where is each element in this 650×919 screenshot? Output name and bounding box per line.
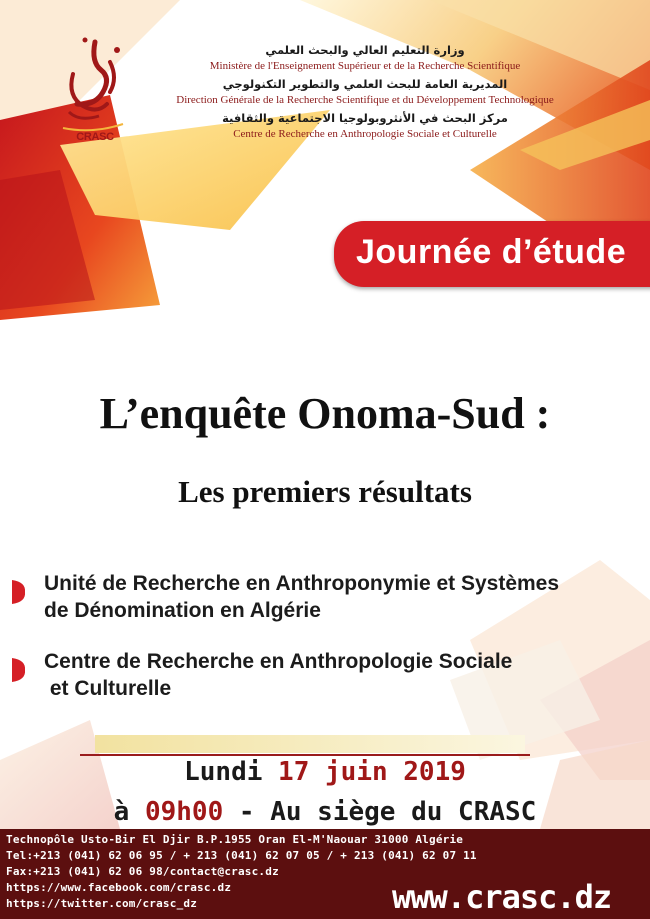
organizer-line: Unité de Recherche en Anthroponymie et Systèmes — [44, 572, 560, 595]
event-day: Lundi — [184, 757, 263, 787]
logo-caption: CRASC — [76, 131, 114, 143]
footer-facebook-link[interactable]: https://www.facebook.com/crasc.dz — [6, 881, 232, 894]
organizer-item — [44, 570, 644, 624]
organizer-item — [44, 648, 644, 702]
center-name-arabic: مركز البحث في الأنثروبولوجيا الاجتماعية والثقافية — [222, 111, 508, 125]
bullet-icon — [12, 656, 26, 684]
ministry-name-french: Ministère de l'Enseignement Supérieur et de la Recherche Scientifique — [209, 60, 521, 72]
event-title: L’enquête Onoma-Sud : — [99, 389, 551, 438]
directorate-name-french: Direction Générale de la Recherche Scientifique et du Développement Technologique — [176, 94, 554, 106]
footer-telephone: Tel:+213 (041) 62 06 95 / + 213 (041) 62 07 05 / + 213 (041) 62 07 11 — [6, 849, 477, 862]
event-separator: - — [238, 797, 255, 827]
website-link[interactable]: www.crasc.dz — [392, 878, 612, 916]
footer-address: Technopôle Usto-Bir El Djir B.P.1955 Oran El-M'Naouar 31000 Algérie — [6, 833, 464, 846]
event-at: à — [113, 797, 130, 827]
date-decoration-strip — [95, 735, 525, 753]
event-type-label: Journée d’étude — [356, 233, 627, 271]
event-date-value: 17 juin 2019 — [278, 757, 466, 787]
bullet-icon — [12, 578, 26, 606]
event-venue: Au siège du CRASC — [270, 797, 537, 827]
organizer-line: Centre de Recherche en Anthropologie Sociale — [44, 650, 513, 673]
event-time: 09h00 — [144, 797, 224, 827]
footer — [0, 829, 650, 919]
footer-twitter-link[interactable]: https://twitter.com/crasc_dz — [6, 897, 198, 910]
event-subtitle: Les premiers résultats — [178, 474, 472, 509]
event-time-venue — [0, 797, 650, 827]
organizer-line: de Dénomination en Algérie — [44, 599, 321, 622]
event-type-badge — [334, 221, 650, 287]
date-divider — [80, 754, 530, 756]
directorate-name-arabic: المديرية العامة للبحث العلمي والتطوير التكنولوجي — [222, 77, 508, 91]
event-date — [0, 757, 650, 787]
center-name-french: Centre de Recherche en Anthropologie Sociale et Culturelle — [233, 128, 497, 140]
organizer-line: et Culturelle — [44, 677, 172, 700]
footer-fax-email[interactable]: Fax:+213 (041) 62 06 98/contact@crasc.dz — [6, 865, 279, 878]
ministry-name-arabic: وزارة التعليم العالي والبحث العلمي — [265, 43, 465, 57]
